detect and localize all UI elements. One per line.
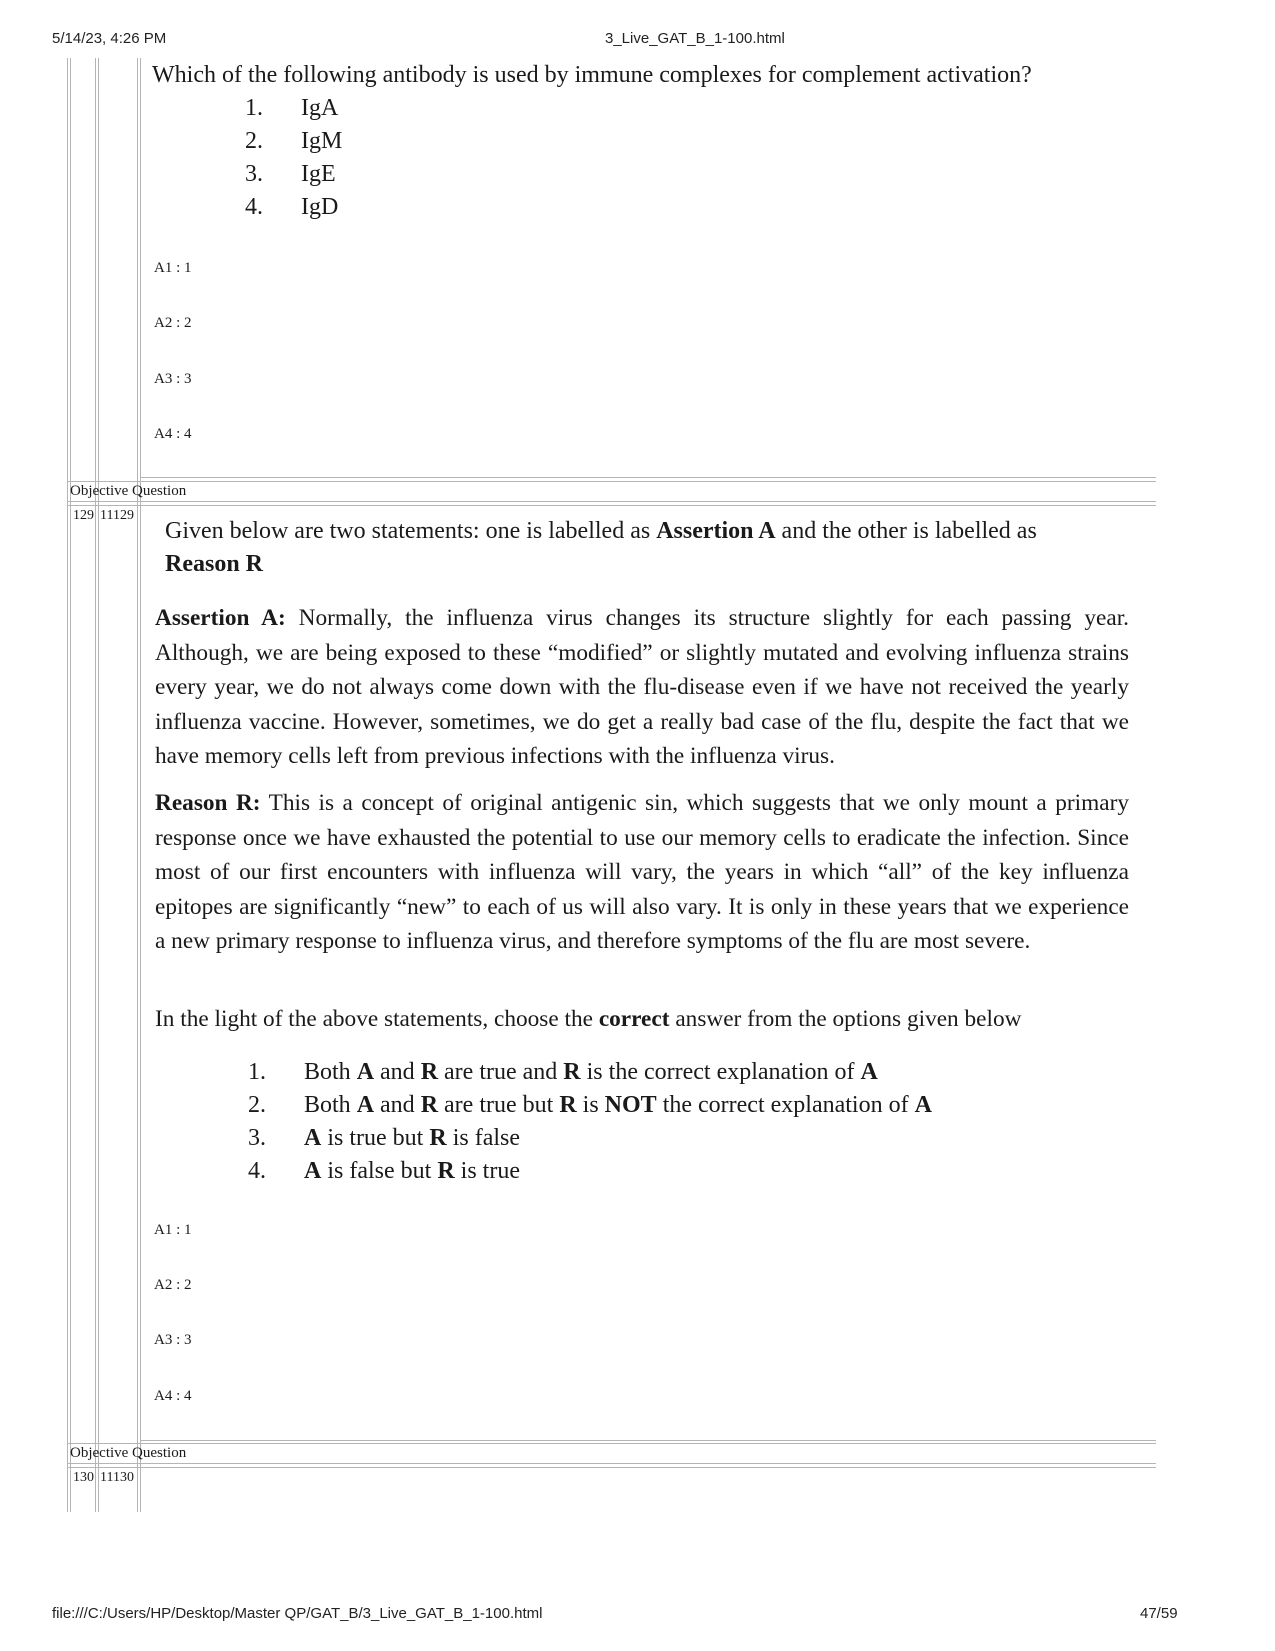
q128-answer-4: A4 : 4 [154, 426, 192, 442]
page-number: 47/59 [1140, 1605, 1178, 1622]
q129-answer-3: A3 : 3 [154, 1332, 192, 1348]
q129-intro-reason: Reason R [165, 551, 264, 577]
q130-id: 11130 [100, 1470, 134, 1485]
q129-intro: Given below are two statements: one is labelled as Assertion A and the other is labelled as [165, 518, 1037, 544]
q130-section-label: Objective Question [70, 1445, 187, 1461]
print-title: 3_Live_GAT_B_1-100.html [605, 30, 785, 47]
q130-serial: 130 [73, 1470, 94, 1485]
q128-answer-1: A1 : 1 [154, 260, 192, 276]
q129-answer-2: A2 : 2 [154, 1277, 192, 1293]
q128-answer-2: A2 : 2 [154, 315, 192, 331]
q129-section-label: Objective Question [70, 483, 187, 499]
q129-reason: Reason R: This is a concept of original antigenic sin, which suggests that we only mount a primary response once we have exhausted the potential to use our memory cells to eradicate the infection. Since most of our first encounters with influenza will vary, the years in which “all” of the key influenza epitopes are significantly “new” to each of us will also vary. It is only in these years that we experience a new primary response to influenza virus, and therefore symptoms of the flu are most severe. [155, 790, 1129, 954]
q129-id: 11129 [100, 508, 134, 523]
print-file-path: file:///C:/Users/HP/Desktop/Master QP/GAT_B/3_Live_GAT_B_1-100.html [52, 1605, 543, 1622]
q129-assertion: Assertion A: Normally, the influenza virus changes its structure slightly for each passing year. Although, we are being exposed to these “modified” or slightly mutated and evolving influenza strains every year, we do not always come down with the flu-disease even if we have not received the yearly influenza vaccine. However, sometimes, we do get a really bad case of the flu, despite the fact that we have memory cells left from previous infections with the influenza virus. [155, 605, 1129, 769]
q128-question-text: Which of the following antibody is used by immune complexes for complement activation? [152, 62, 1032, 88]
print-datetime: 5/14/23, 4:26 PM [52, 30, 167, 47]
q128-answer-3: A3 : 3 [154, 371, 192, 387]
q129-answer-4: A4 : 4 [154, 1388, 192, 1404]
q129-answer-1: A1 : 1 [154, 1222, 192, 1238]
q129-serial: 129 [73, 508, 94, 523]
q129-prompt: In the light of the above statements, choose the correct answer from the options given below [155, 1006, 1022, 1032]
